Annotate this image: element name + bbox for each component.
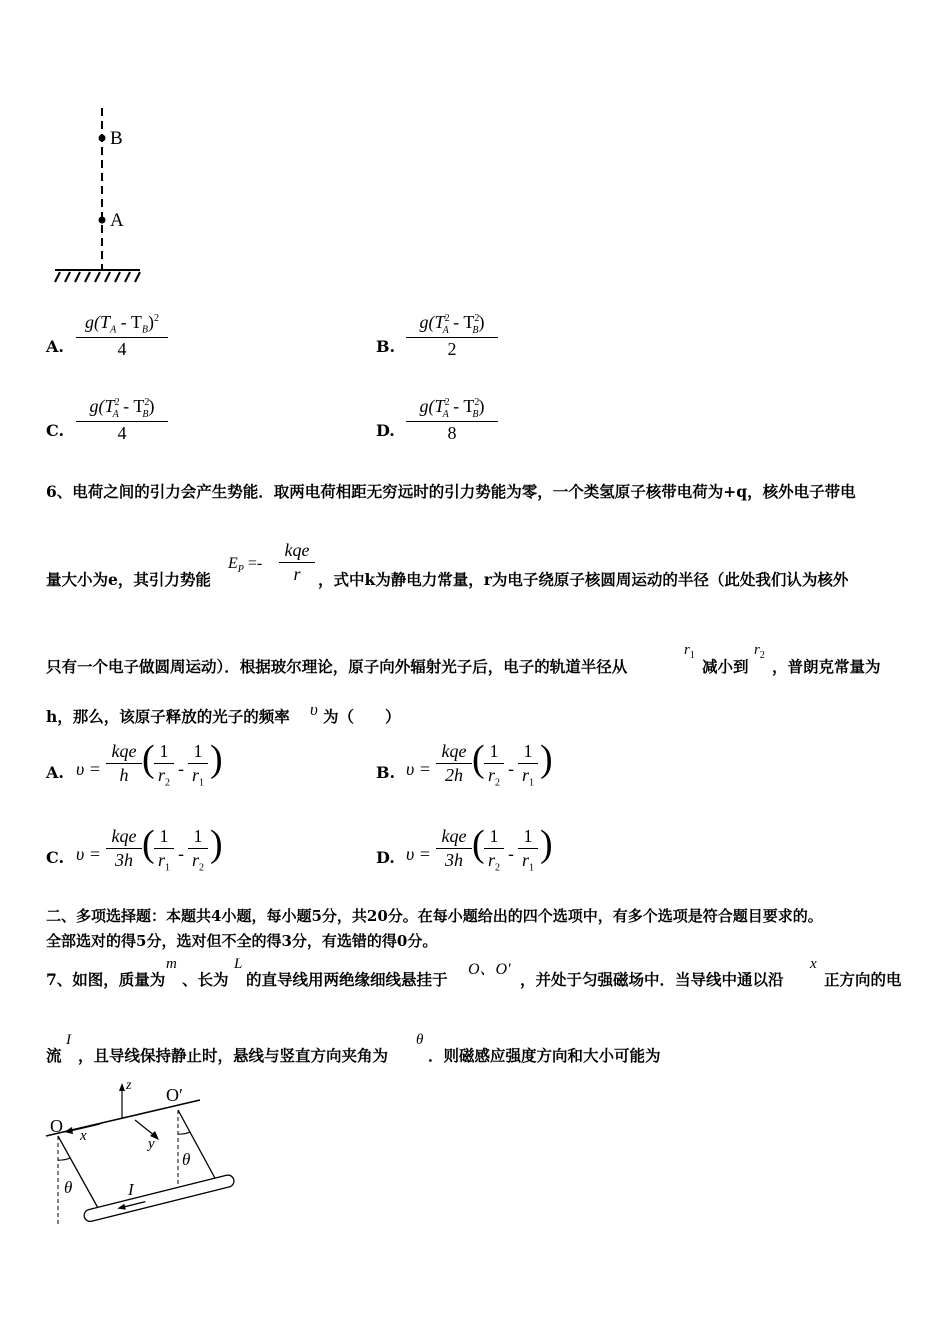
- sup1: 2: [444, 397, 450, 408]
- q6-line3-c: ，普朗克常量为: [772, 657, 881, 676]
- q7-line1-e: 正方向的电: [824, 970, 902, 989]
- q6-option-b[interactable]: [376, 735, 676, 797]
- num-tail: ): [478, 396, 485, 416]
- term1-num: 1: [159, 741, 169, 761]
- sup1: 2: [114, 397, 120, 408]
- q5-option-c-formula[interactable]: [76, 396, 168, 444]
- left-paren: (: [142, 823, 155, 865]
- term2-fraction: [518, 826, 538, 874]
- r1-sub: 1: [689, 650, 695, 661]
- coef-den: 3h: [115, 850, 133, 870]
- l-symbol: L: [234, 956, 243, 972]
- option-letter: A.: [46, 763, 64, 782]
- term2-sub: 1: [529, 777, 534, 789]
- ep-den: r: [293, 564, 301, 584]
- sub-a: A: [442, 324, 449, 336]
- den: 8: [447, 422, 457, 443]
- q6-line4-a: h，那么，该原子释放的光子的频率: [46, 707, 290, 726]
- sub-b: B: [141, 324, 148, 336]
- nu-lhs: υ =: [406, 759, 431, 779]
- x-symbol: x: [810, 956, 817, 972]
- term2-r: r: [521, 850, 529, 870]
- q7-line2-c: ．则磁感应强度方向和大小可能为: [428, 1046, 661, 1065]
- coef-fraction: [106, 826, 142, 871]
- fig-x-label: x: [80, 1128, 87, 1144]
- term2-fraction: [188, 826, 208, 874]
- coef-num: kqe: [441, 741, 467, 761]
- q6-option-a[interactable]: [46, 735, 346, 797]
- q7-line2-b: ，且导线保持静止时，悬线与竖直方向夹角为: [78, 1046, 389, 1065]
- num-tail: ): [478, 312, 485, 332]
- right-paren: ): [540, 823, 553, 865]
- point-a-label: A: [110, 210, 124, 231]
- q7-line1-d: ，并处于匀强磁场中．当导线中通以沿: [520, 970, 784, 989]
- num-tail: ): [148, 396, 155, 416]
- ep-eq: =-: [243, 555, 263, 572]
- ep-num: kqe: [284, 540, 310, 560]
- sup2: 2: [474, 313, 480, 324]
- term2-fraction: [188, 741, 208, 789]
- term2-r: r: [191, 765, 199, 785]
- term1-fraction: [484, 826, 504, 874]
- nu-lhs: υ =: [76, 844, 101, 864]
- fig-z-label: z: [126, 1078, 132, 1093]
- term1-num: 1: [489, 741, 499, 761]
- term2-num: 1: [193, 741, 203, 761]
- term1-fraction: [154, 826, 174, 874]
- r2-symbol: [754, 642, 765, 661]
- minus: -: [508, 759, 515, 780]
- fig-theta-left: θ: [64, 1178, 73, 1197]
- q7-line1-b: 、长为: [182, 970, 229, 989]
- fig-theta-right: θ: [182, 1150, 191, 1169]
- coef-num: kqe: [111, 826, 137, 846]
- q6-line3-b: 减小到: [702, 657, 749, 676]
- sup2: 2: [144, 397, 150, 408]
- q5-option-d-letter[interactable]: D.: [376, 421, 395, 440]
- coef-den: 3h: [445, 850, 463, 870]
- num-mid: - T: [448, 312, 475, 332]
- term2-r: r: [191, 850, 199, 870]
- term1-sub: 2: [495, 862, 500, 874]
- r2: r: [754, 642, 760, 658]
- q6-option-c[interactable]: [46, 820, 346, 882]
- coef-fraction: [106, 741, 142, 786]
- coef-num: kqe: [111, 741, 137, 761]
- num-base: g(T: [89, 396, 115, 416]
- option-letter: D.: [376, 848, 395, 867]
- q5-option-d-formula[interactable]: [406, 396, 498, 444]
- nu-symbol: υ: [310, 700, 318, 719]
- q7-figure: [40, 1080, 250, 1230]
- sup-out: 2: [153, 313, 159, 324]
- num-mid: - T: [448, 396, 475, 416]
- term1-sub: 1: [165, 862, 170, 874]
- nu-lhs: υ =: [76, 759, 101, 779]
- r1-symbol: [684, 642, 695, 661]
- minus: -: [178, 844, 185, 865]
- term1-r: r: [157, 765, 165, 785]
- r2-sub: 2: [759, 650, 765, 661]
- num-mid: - T: [116, 312, 142, 332]
- section2-line2: 全部选对的得5分，选对但不全的得3分，有选错的得0分。: [46, 932, 438, 950]
- q6-option-d[interactable]: [376, 820, 676, 882]
- q7-line2-a: 流: [46, 1046, 62, 1065]
- den: 4: [117, 338, 127, 359]
- q7-line1-c: 的直导线用两绝缘细线悬挂于: [246, 970, 448, 989]
- sub-b: B: [472, 324, 479, 336]
- den: 2: [447, 338, 457, 359]
- minus: -: [508, 844, 515, 865]
- num-mid: - T: [118, 396, 145, 416]
- right-paren: ): [210, 738, 223, 780]
- oo-symbol: O、O′: [468, 961, 511, 978]
- term2-fraction: [518, 741, 538, 789]
- num-base: g(T: [85, 312, 111, 332]
- ep-lhs: [228, 555, 262, 575]
- term1-fraction: [154, 741, 174, 789]
- m-symbol: m: [166, 956, 177, 972]
- ep-symbol: E: [228, 555, 238, 572]
- q5-option-a-letter[interactable]: A.: [46, 337, 64, 356]
- term2-num: 1: [193, 826, 203, 846]
- term2-sub: 1: [529, 862, 534, 874]
- left-paren: (: [472, 823, 485, 865]
- term1-sub: 2: [165, 777, 170, 789]
- term2-num: 1: [523, 826, 533, 846]
- sup1: 2: [444, 313, 450, 324]
- ep-fraction: [279, 540, 315, 585]
- coef-den: 2h: [445, 765, 463, 785]
- term1-r: r: [487, 850, 495, 870]
- ep-sub: P: [237, 564, 244, 576]
- nu-lhs: υ =: [406, 844, 431, 864]
- q5-option-c-letter[interactable]: C.: [46, 421, 65, 440]
- theta-symbol: θ: [416, 1032, 424, 1048]
- q5-figure: [50, 100, 160, 290]
- coef-den: h: [119, 765, 129, 785]
- sup2: 2: [474, 397, 480, 408]
- right-paren: ): [540, 738, 553, 780]
- term1-fraction: [484, 741, 504, 789]
- q5-option-b-letter[interactable]: B.: [376, 337, 396, 356]
- r1: r: [684, 642, 690, 658]
- q6-line3-a: 只有一个电子做圆周运动）．根据玻尔理论，原子向外辐射光子后，电子的轨道半径从: [46, 657, 628, 676]
- left-paren: (: [142, 738, 155, 780]
- sub-a: A: [110, 324, 117, 336]
- left-paren: (: [472, 738, 485, 780]
- term1-num: 1: [159, 826, 169, 846]
- fig-current-label: I: [128, 1180, 134, 1199]
- coef-fraction: [436, 826, 472, 871]
- term1-num: 1: [489, 826, 499, 846]
- q6-line2-b: ，式中k为静电力常量，r为电子绕原子核圆周运动的半径（此处我们认为核外: [318, 570, 849, 589]
- point-b-label: B: [110, 128, 123, 149]
- coef-fraction: [436, 741, 472, 786]
- fig-o-label: O: [50, 1116, 63, 1136]
- term1-r: r: [157, 850, 165, 870]
- num-base: g(T: [419, 312, 445, 332]
- option-letter: C.: [46, 848, 65, 867]
- den: 4: [117, 422, 127, 443]
- option-letter: B.: [376, 763, 396, 782]
- sub-b: B: [142, 408, 149, 420]
- coef-num: kqe: [441, 826, 467, 846]
- q6-line4-b: 为（ ）: [323, 707, 401, 726]
- i-symbol: I: [66, 1032, 71, 1048]
- term2-num: 1: [523, 741, 533, 761]
- term2-sub: 2: [199, 862, 204, 874]
- sub-b: B: [472, 408, 479, 420]
- term2-r: r: [521, 765, 529, 785]
- q5-option-a-formula[interactable]: [76, 312, 168, 360]
- right-paren: ): [210, 823, 223, 865]
- num-base: g(T: [419, 396, 445, 416]
- num-tail: ): [147, 312, 154, 332]
- sub-a: A: [112, 408, 119, 420]
- term2-sub: 1: [199, 777, 204, 789]
- fig-y-label: y: [148, 1136, 155, 1152]
- q6-line1: 6、电荷之间的引力会产生势能．取两电荷相距无穷远时的引力势能为零，一个类氢原子核带电荷为+q，核外电子带电: [46, 482, 856, 501]
- q5-option-b-formula[interactable]: [406, 312, 498, 360]
- q7-line1-a: 7、如图，质量为: [46, 970, 166, 989]
- term1-r: r: [487, 765, 495, 785]
- sub-a: A: [442, 408, 449, 420]
- q6-line2-a: 量大小为e，其引力势能: [46, 570, 211, 589]
- section2-line1: 二、多项选择题：本题共4小题，每小题5分，共20分。在每小题给出的四个选项中，有多个选项是符合题目要求的。: [46, 907, 823, 925]
- fig-oprime-label: O′: [166, 1085, 183, 1105]
- term1-sub: 2: [495, 777, 500, 789]
- minus: -: [178, 759, 185, 780]
